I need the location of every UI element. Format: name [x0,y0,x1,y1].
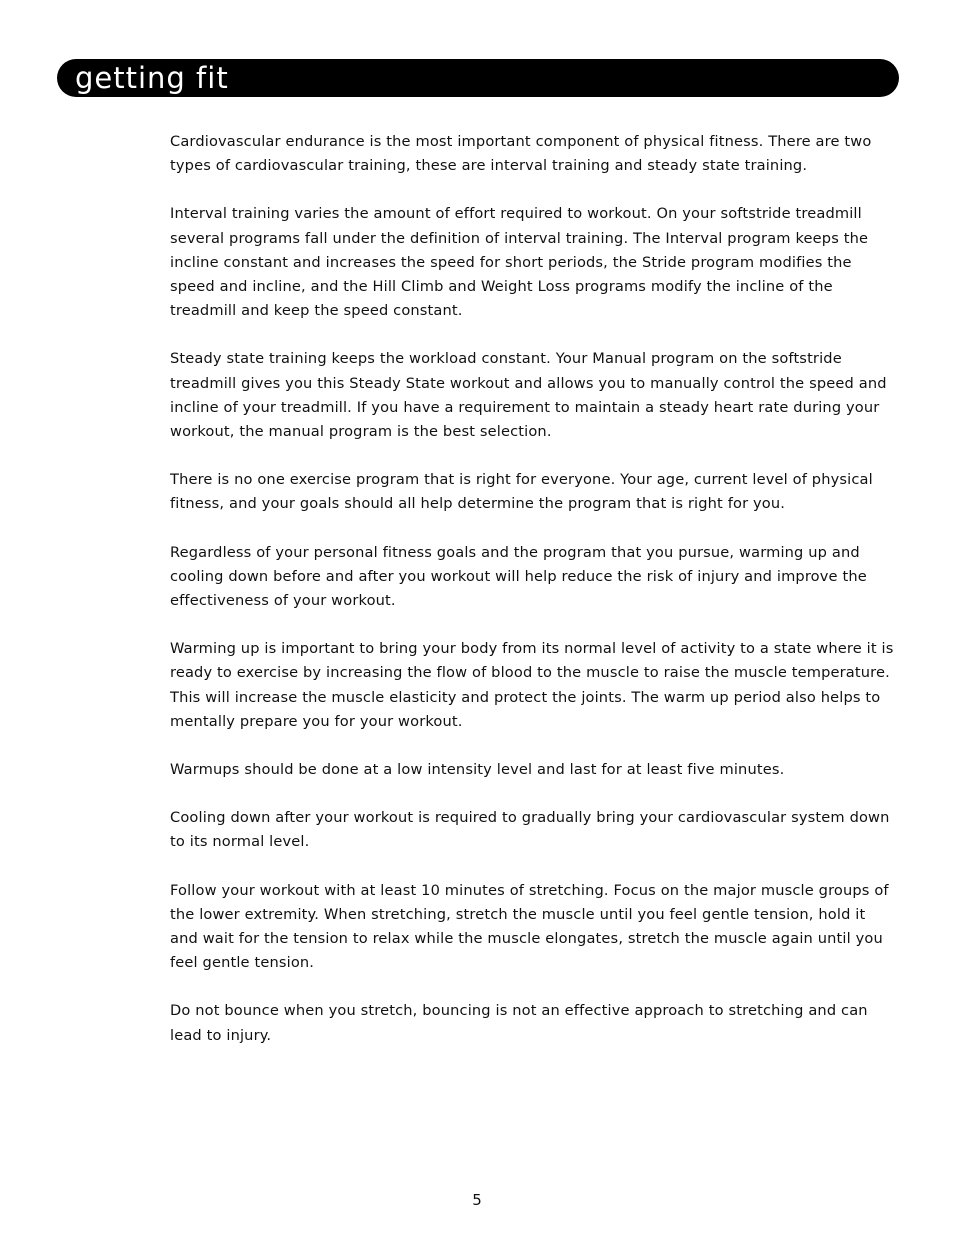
paragraph: Cardiovascular endurance is the most important component of physical fitness. There are two types of cardiovascular training, these are interval training and steady state training. [170,133,872,175]
paragraph: Interval training varies the amount of effort required to workout. On your softstride treadmill several programs fall under the definition of interval training. The Interval program keeps the incline constant and increases the speed for short periods, the Stride program modifies the speed and incline, and the Hill Climb and Weight Loss programs modify the incline of the treadmill and keep the speed constant. [170,205,869,320]
section-header-bar [57,59,899,97]
paragraph: Do not bounce when you stretch, bouncing is not an effective approach to stretching and can lead to injury. [170,1002,868,1044]
paragraph: There is no one exercise program that is right for everyone. Your age, current level of physical fitness, and your goals should all help determine the program that is right for you. [170,471,873,513]
paragraph: Follow your workout with at least 10 minutes of stretching. Focus on the major muscle groups of the lower extremity. When stretching, stretch the muscle until you feel gentle tension, hold it and wait for the tension to relax while the muscle elongates, stretch the muscle again until you feel gentle tension. [170,881,889,972]
paragraph: Warmups should be done at a low intensity level and last for at least five minutes. [170,761,785,779]
paragraph: Cooling down after your workout is required to gradually bring your cardiovascular system down to its normal level. [170,809,890,851]
body-text [170,130,896,1072]
paragraph: Warming up is important to bring your body from its normal level of activity to a state where it is ready to exercise by increasing the flow of blood to the muscle to raise the muscle temperature. This will increase the muscle elasticity and protect the joints. The warm up period also helps to mentally prepare you for your workout. [170,640,894,730]
paragraph: Steady state training keeps the workload constant. Your Manual program on the softstride treadmill gives you this Steady State workout and allows you to manually control the speed and incline of your treadmill. If you have a requirement to maintain a steady heart rate during your workout, the manual program is the best selection. [170,350,887,441]
section-title: getting fit [75,61,229,95]
paragraph: Regardless of your personal fitness goals and the program that you pursue, warming up and cooling down before and after you workout will help reduce the risk of injury and improve the effectiveness of your workout. [170,543,867,610]
page-number: 5 [472,1191,482,1209]
